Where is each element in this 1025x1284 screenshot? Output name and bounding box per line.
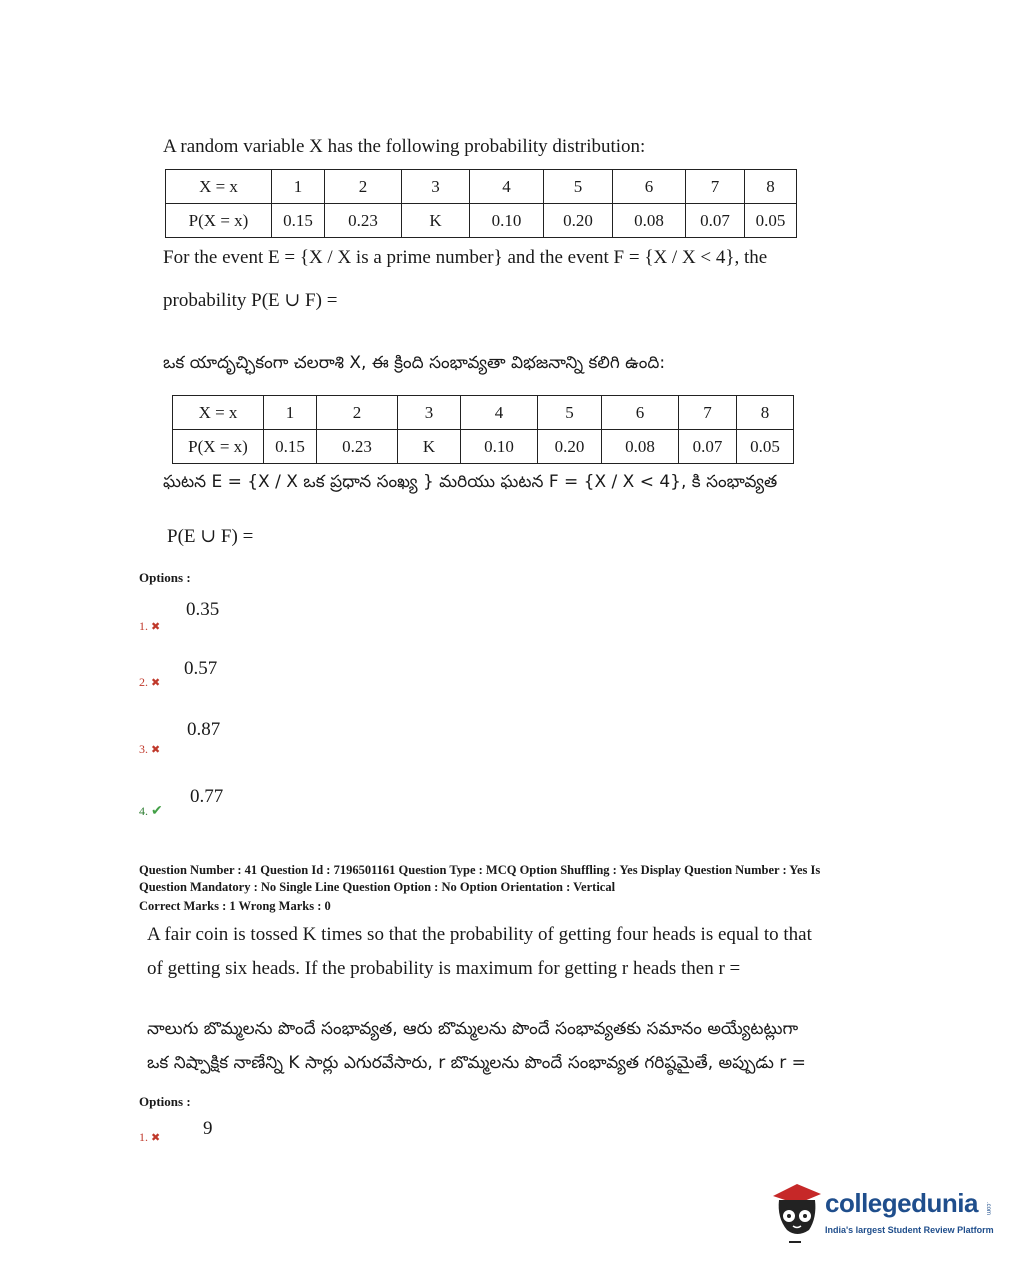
q41-meta-line3: Correct Marks : 1 Wrong Marks : 0 <box>139 899 331 913</box>
brand-name: collegedunia <box>825 1188 978 1218</box>
mascot-icon <box>767 1178 827 1248</box>
q40-table-en <box>165 169 797 238</box>
table-cell: 8 <box>737 396 794 430</box>
table-cell: 0.05 <box>737 430 794 464</box>
table-cell: 0.20 <box>538 430 602 464</box>
table-cell: P(X = x) <box>173 430 264 464</box>
option-value-4: 0.77 <box>190 786 224 807</box>
q40-ask-en: probability P(E ∪ F) = <box>163 290 338 311</box>
table-cell: K <box>402 204 470 238</box>
table-cell: 2 <box>325 170 402 204</box>
brand-suffix: .com <box>985 1202 991 1216</box>
table-cell: 0.07 <box>686 204 745 238</box>
table-cell: 5 <box>538 396 602 430</box>
option-number-4[interactable] <box>139 803 163 820</box>
q40-ask-te: P(E ∪ F) = <box>167 526 254 547</box>
table-cell: 8 <box>745 170 797 204</box>
cross-icon: ✖ <box>151 621 161 633</box>
table-cell: 0.05 <box>745 204 797 238</box>
table-cell: 2 <box>317 396 398 430</box>
table-row <box>173 396 794 430</box>
table-cell: 0.10 <box>461 430 538 464</box>
q41-meta-line2: Question Mandatory : No Single Line Question Option : No Option Orientation : Vertical <box>139 880 616 894</box>
option-number-label: 1. <box>139 1130 148 1144</box>
table-cell: 0.08 <box>613 204 686 238</box>
table-cell: 5 <box>544 170 613 204</box>
table-cell: X = x <box>166 170 272 204</box>
q41-meta <box>139 862 919 915</box>
table-cell: K <box>398 430 461 464</box>
table-cell: X = x <box>173 396 264 430</box>
table-cell: 4 <box>461 396 538 430</box>
table-cell: 3 <box>398 396 461 430</box>
q40-events-te: ఘటన E = {X / X ఒక ప్రధాన సంఖ్య } మరియు ఘటన F = {X / X < 4}, కి సంభావ్యత <box>163 472 778 492</box>
q41-text-te-1: నాలుగు బొమ్మలను పొందే సంభావ్యత, ఆరు బొమ్మలను పొందే సంభావ్యతకు సమానం అయ్యేటట్లుగా <box>147 1019 799 1039</box>
q40-options-label: Options : <box>139 570 191 585</box>
cross-icon: ✖ <box>151 744 161 756</box>
option-number-2[interactable] <box>139 675 160 690</box>
table-cell: 0.20 <box>544 204 613 238</box>
table-cell: 0.15 <box>272 204 325 238</box>
q41-text-en-2: of getting six heads. If the probability is maximum for getting r heads then r = <box>147 958 741 979</box>
q40-intro-te: ఒక యాదృచ్ఛికంగా చలరాశి X, ఈ క్రింది సంభావ్యతా విభజనాన్ని కలిగి ఉంది: <box>163 353 666 373</box>
q41-text-te-2: ఒక నిష్పాక్షిక నాణేన్ని K సార్లు ఎగురవేసారు, r బొమ్మలను పొందే సంభావ్యత గరిష్ఠమైతే, అప్పుడు r = <box>147 1053 806 1073</box>
brand-tagline: India's largest Student Review Platform <box>825 1225 994 1235</box>
table-cell: 6 <box>602 396 679 430</box>
q41-option-number-1[interactable] <box>139 1130 160 1145</box>
table-cell: 6 <box>613 170 686 204</box>
table-cell: 0.10 <box>470 204 544 238</box>
table-cell: 7 <box>679 396 737 430</box>
q41-options-label: Options : <box>139 1094 191 1109</box>
cross-icon: ✖ <box>151 677 161 689</box>
table-row <box>166 170 797 204</box>
table-cell: 0.07 <box>679 430 737 464</box>
table-cell: 0.08 <box>602 430 679 464</box>
table-cell: 4 <box>470 170 544 204</box>
option-number-label: 2. <box>139 675 148 689</box>
table-cell: 0.15 <box>264 430 317 464</box>
table-cell: P(X = x) <box>166 204 272 238</box>
table-row <box>166 204 797 238</box>
check-icon: ✔ <box>151 804 163 819</box>
table-cell: 7 <box>686 170 745 204</box>
table-cell: 3 <box>402 170 470 204</box>
option-number-label: 3. <box>139 742 148 756</box>
table-cell: 1 <box>264 396 317 430</box>
option-value-2: 0.57 <box>184 658 218 679</box>
brand-logo <box>767 1178 997 1248</box>
q41-meta-line1: Question Number : 41 Question Id : 7196501161 Question Type : MCQ Option Shuffling : Yes Display Question Number : Yes Is <box>139 863 821 877</box>
table-row <box>173 430 794 464</box>
q41-option-value-1: 9 <box>203 1118 213 1139</box>
table-cell: 0.23 <box>317 430 398 464</box>
option-number-label: 4. <box>139 804 148 818</box>
q40-intro-en: A random variable X has the following probability distribution: <box>163 136 646 157</box>
option-number-3[interactable] <box>139 742 160 757</box>
option-value-3: 0.87 <box>187 719 221 740</box>
option-number-label: 1. <box>139 619 148 633</box>
q40-table-te <box>172 395 794 464</box>
q40-events-en: For the event E = {X / X is a prime number} and the event F = {X / X < 4}, the <box>163 247 768 268</box>
option-value-1: 0.35 <box>186 599 220 620</box>
table-cell: 1 <box>272 170 325 204</box>
cross-icon: ✖ <box>151 1132 161 1144</box>
option-number-1[interactable] <box>139 619 160 634</box>
q41-text-en-1: A fair coin is tossed K times so that the probability of getting four heads is equal to that <box>147 924 812 945</box>
table-cell: 0.23 <box>325 204 402 238</box>
